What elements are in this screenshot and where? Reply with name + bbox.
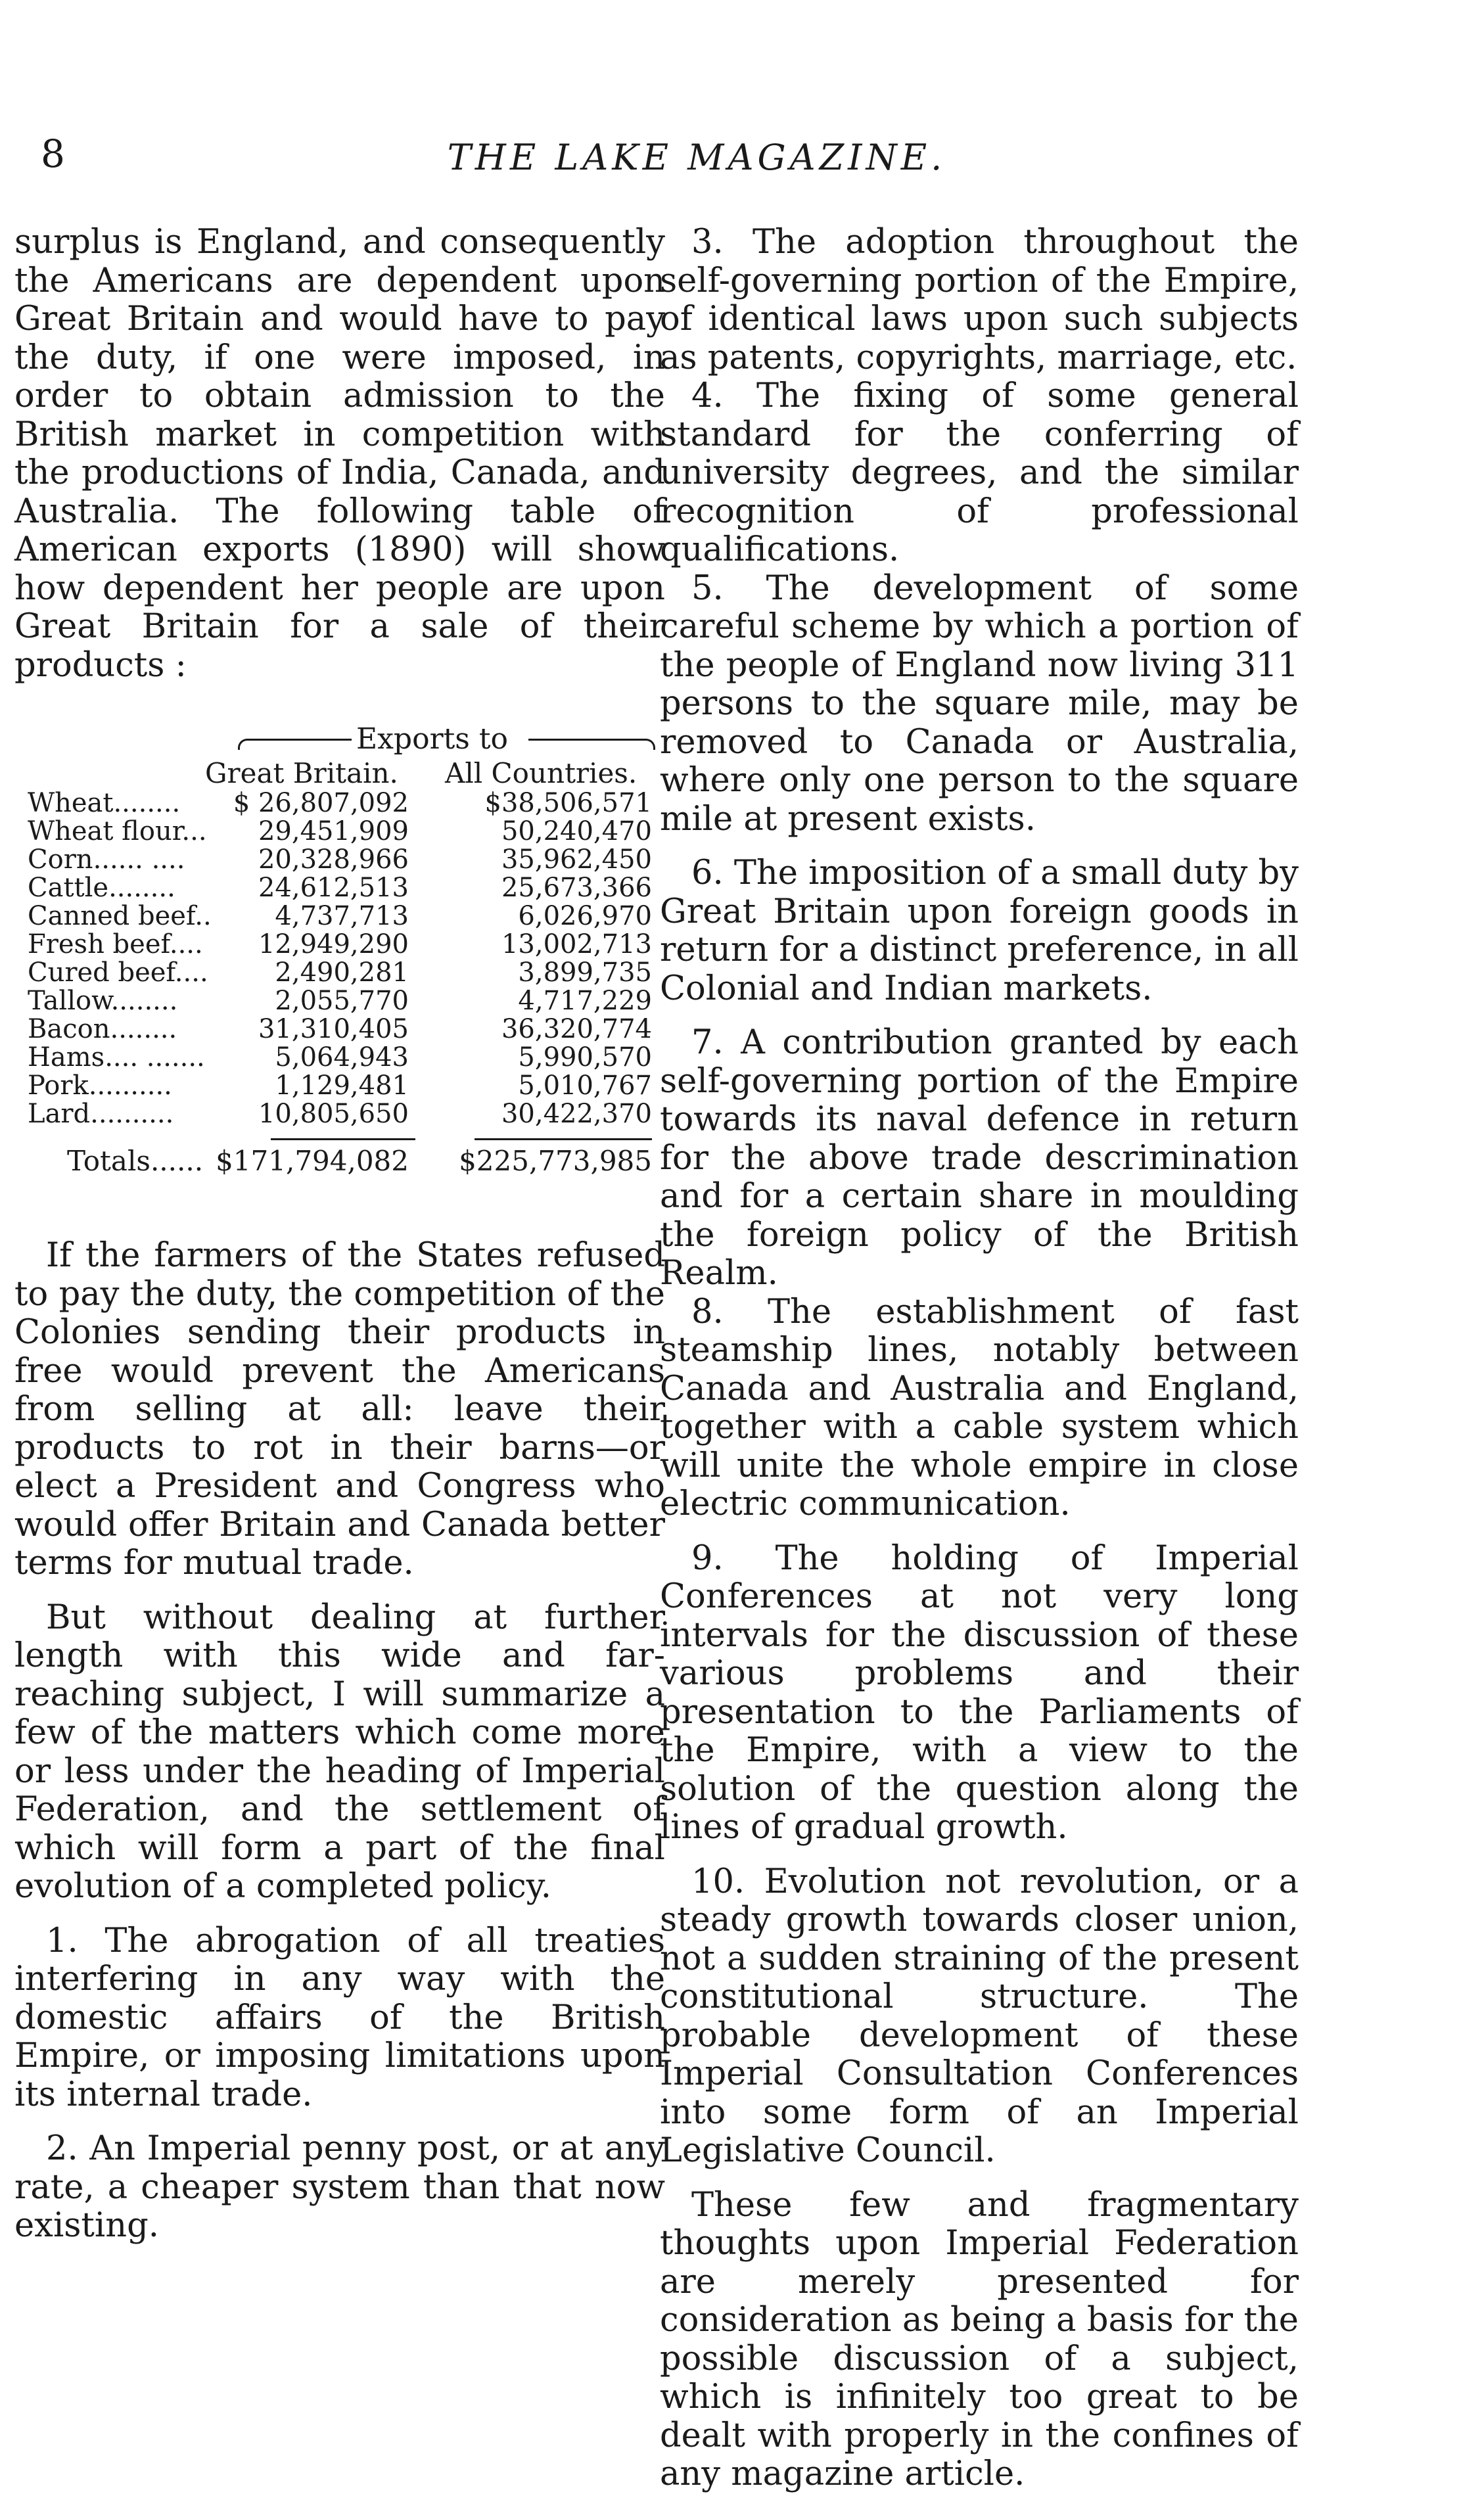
table-row [14, 817, 665, 845]
row-label: Wheat flour... [28, 816, 207, 846]
row-label: Hams.... ....... [28, 1042, 205, 1073]
totals-value-all: $225,773,985 [459, 1145, 652, 1177]
list-item-1: 1. The abrogation of all treaties interfering in any way with the domestic affairs of the British Empire, or imposing limitations upon its internal trade. [14, 1921, 665, 2114]
table-row [14, 930, 665, 958]
table-row [14, 789, 665, 817]
row-value-all: 6,026,970 [518, 901, 652, 931]
list-item-7: 7. A contribution granted by each self-governing portion of the Empire towards its naval defence in return for the above trade descrimination and for a certain share in moulding the foreign policy of the British Realm. [660, 1023, 1299, 1293]
table-totals-row [14, 1146, 665, 1179]
table-banner [14, 724, 665, 756]
row-label: Wheat........ [28, 788, 181, 818]
row-value-all: 5,990,570 [518, 1042, 652, 1073]
table-row [14, 986, 665, 1015]
table-row [14, 1099, 665, 1128]
totals-rule [14, 1128, 665, 1146]
row-value-all: 30,422,370 [501, 1099, 652, 1129]
row-label: Tallow........ [28, 986, 178, 1016]
row-value-gb: 31,310,405 [258, 1014, 409, 1044]
row-label: Bacon........ [28, 1014, 177, 1044]
list-item-6: 6. The imposition of a small duty by Great Britain upon foreign goods in return for a distinct preference, in all Colonial and Indian markets. [660, 854, 1299, 1008]
table-row [14, 1071, 665, 1099]
table-header [14, 756, 665, 789]
table-row [14, 845, 665, 873]
row-value-gb: 5,064,943 [275, 1042, 409, 1073]
row-value-all: 35,962,450 [501, 844, 652, 875]
paragraph-closing: These few and fragmentary thoughts upon Imperial Federation are merely presented for consideration as being a basis for the possible discussion of a subject, which is infinitely too great to be dealt with properly in the confines of any magazine article. [660, 2185, 1299, 2493]
column-header-great-britain: Great Britain. [205, 757, 398, 789]
row-value-gb: 2,055,770 [275, 986, 409, 1016]
row-label: Pork.......... [28, 1071, 172, 1101]
totals-value-gb: $171,794,082 [216, 1145, 409, 1177]
list-item-10: 10. Evolution not revolution, or a steady growth towards closer union, not a sudden straining of the present constitutional structure. The probable development of these Imperial Consultation Conferences into some form of an Imperial Legislative Council. [660, 1862, 1299, 2170]
page-number: 8 [41, 131, 65, 176]
column-header-all-countries: All Countries. [445, 757, 638, 789]
table-row [14, 1043, 665, 1071]
paragraph-farmers: If the farmers of the States refused to pay the duty, the competition of the Colonies sending their products in free would prevent the Americans from selling at all: leave their products to rot in their barns—or elect a President and Congress who would offer Britain and Canada better terms for mutual trade. [14, 1236, 665, 1582]
list-item-4: 4. The fixing of some general standard for the conferring of university degrees, and the similar recognition of professional qualifications. [660, 377, 1299, 569]
row-value-all: 3,899,735 [518, 958, 652, 988]
row-label: Corn...... .... [28, 844, 185, 875]
row-value-gb: 24,612,513 [258, 873, 409, 903]
right-column [660, 223, 1299, 2494]
totals-label: Totals...... [67, 1145, 204, 1177]
running-title: THE LAKE MAGAZINE. [447, 137, 946, 178]
list-item-3: 3. The adoption throughout the self-governing portion of the Empire, of identical laws upon such subjects as patents, copyrights, marriage, etc. [660, 223, 1299, 377]
list-item-2: 2. An Imperial penny post, or at any rate, a cheaper system than that now existing. [14, 2129, 665, 2245]
row-label: Cattle........ [28, 873, 175, 903]
row-label: Lard.......... [28, 1099, 174, 1129]
row-value-all: 50,240,470 [501, 816, 652, 846]
table-row [14, 1015, 665, 1043]
totals-rule-gb [271, 1138, 415, 1140]
row-value-gb: $ 26,807,092 [233, 788, 409, 818]
list-item-8: 8. The establishment of fast steamship lines, notably between Canada and Australia and England, together with a cable system which will unite the whole empire in close electric communication. [660, 1292, 1299, 1523]
row-value-all: 5,010,767 [518, 1071, 652, 1101]
row-value-all: 13,002,713 [501, 929, 652, 959]
row-value-gb: 12,949,290 [258, 929, 409, 959]
table-banner-label: Exports to [356, 722, 509, 756]
paragraph-intro: surplus is England, and consequently the Americans are dependent upon Great Britain and would have to pay the duty, if one were imposed, in order to obtain admission to the British market in competition with the productions of India, Canada, and Australia. The following table of American exports (1890) will show how dependent her people are upon Great Britain for a sale of their products : [14, 223, 665, 685]
table-row [14, 873, 665, 902]
brace-left [238, 739, 352, 750]
row-value-gb: 2,490,281 [275, 958, 409, 988]
row-value-gb: 29,451,909 [258, 816, 409, 846]
row-label: Fresh beef.... [28, 929, 203, 959]
table-row [14, 958, 665, 986]
totals-rule-all [475, 1138, 652, 1140]
row-value-all: 4,717,229 [518, 986, 652, 1016]
row-value-gb: 20,328,966 [258, 844, 409, 875]
row-value-gb: 10,805,650 [258, 1099, 409, 1129]
row-value-all: 25,673,366 [501, 873, 652, 903]
row-value-all: $38,506,571 [484, 788, 652, 818]
row-value-all: 36,320,774 [501, 1014, 652, 1044]
row-value-gb: 1,129,481 [275, 1071, 409, 1101]
list-item-9: 9. The holding of Imperial Conferences at not very long intervals for the discussion of these various problems and their presentation to the Parliaments of the Empire, with a view to the solution of the question along the lines of gradual growth. [660, 1538, 1299, 1847]
left-column [14, 223, 665, 2246]
paragraph-summary-intro: But without dealing at further length with this wide and far-reaching subject, I will summarize a few of the matters which come more or less under the heading of Imperial Federation, and the settlement of which will form a part of the final evolution of a completed policy. [14, 1598, 665, 1906]
exports-table [14, 724, 665, 1179]
row-value-gb: 4,737,713 [275, 901, 409, 931]
row-label: Canned beef.. [28, 901, 212, 931]
brace-right [528, 739, 655, 750]
list-item-5: 5. The development of some careful scheme by which a portion of the people of England now living 311 persons to the square mile, may be removed to Canada or Australia, where only one person to the square mile at present exists. [660, 568, 1299, 839]
table-row [14, 902, 665, 930]
row-label: Cured beef.... [28, 958, 208, 988]
